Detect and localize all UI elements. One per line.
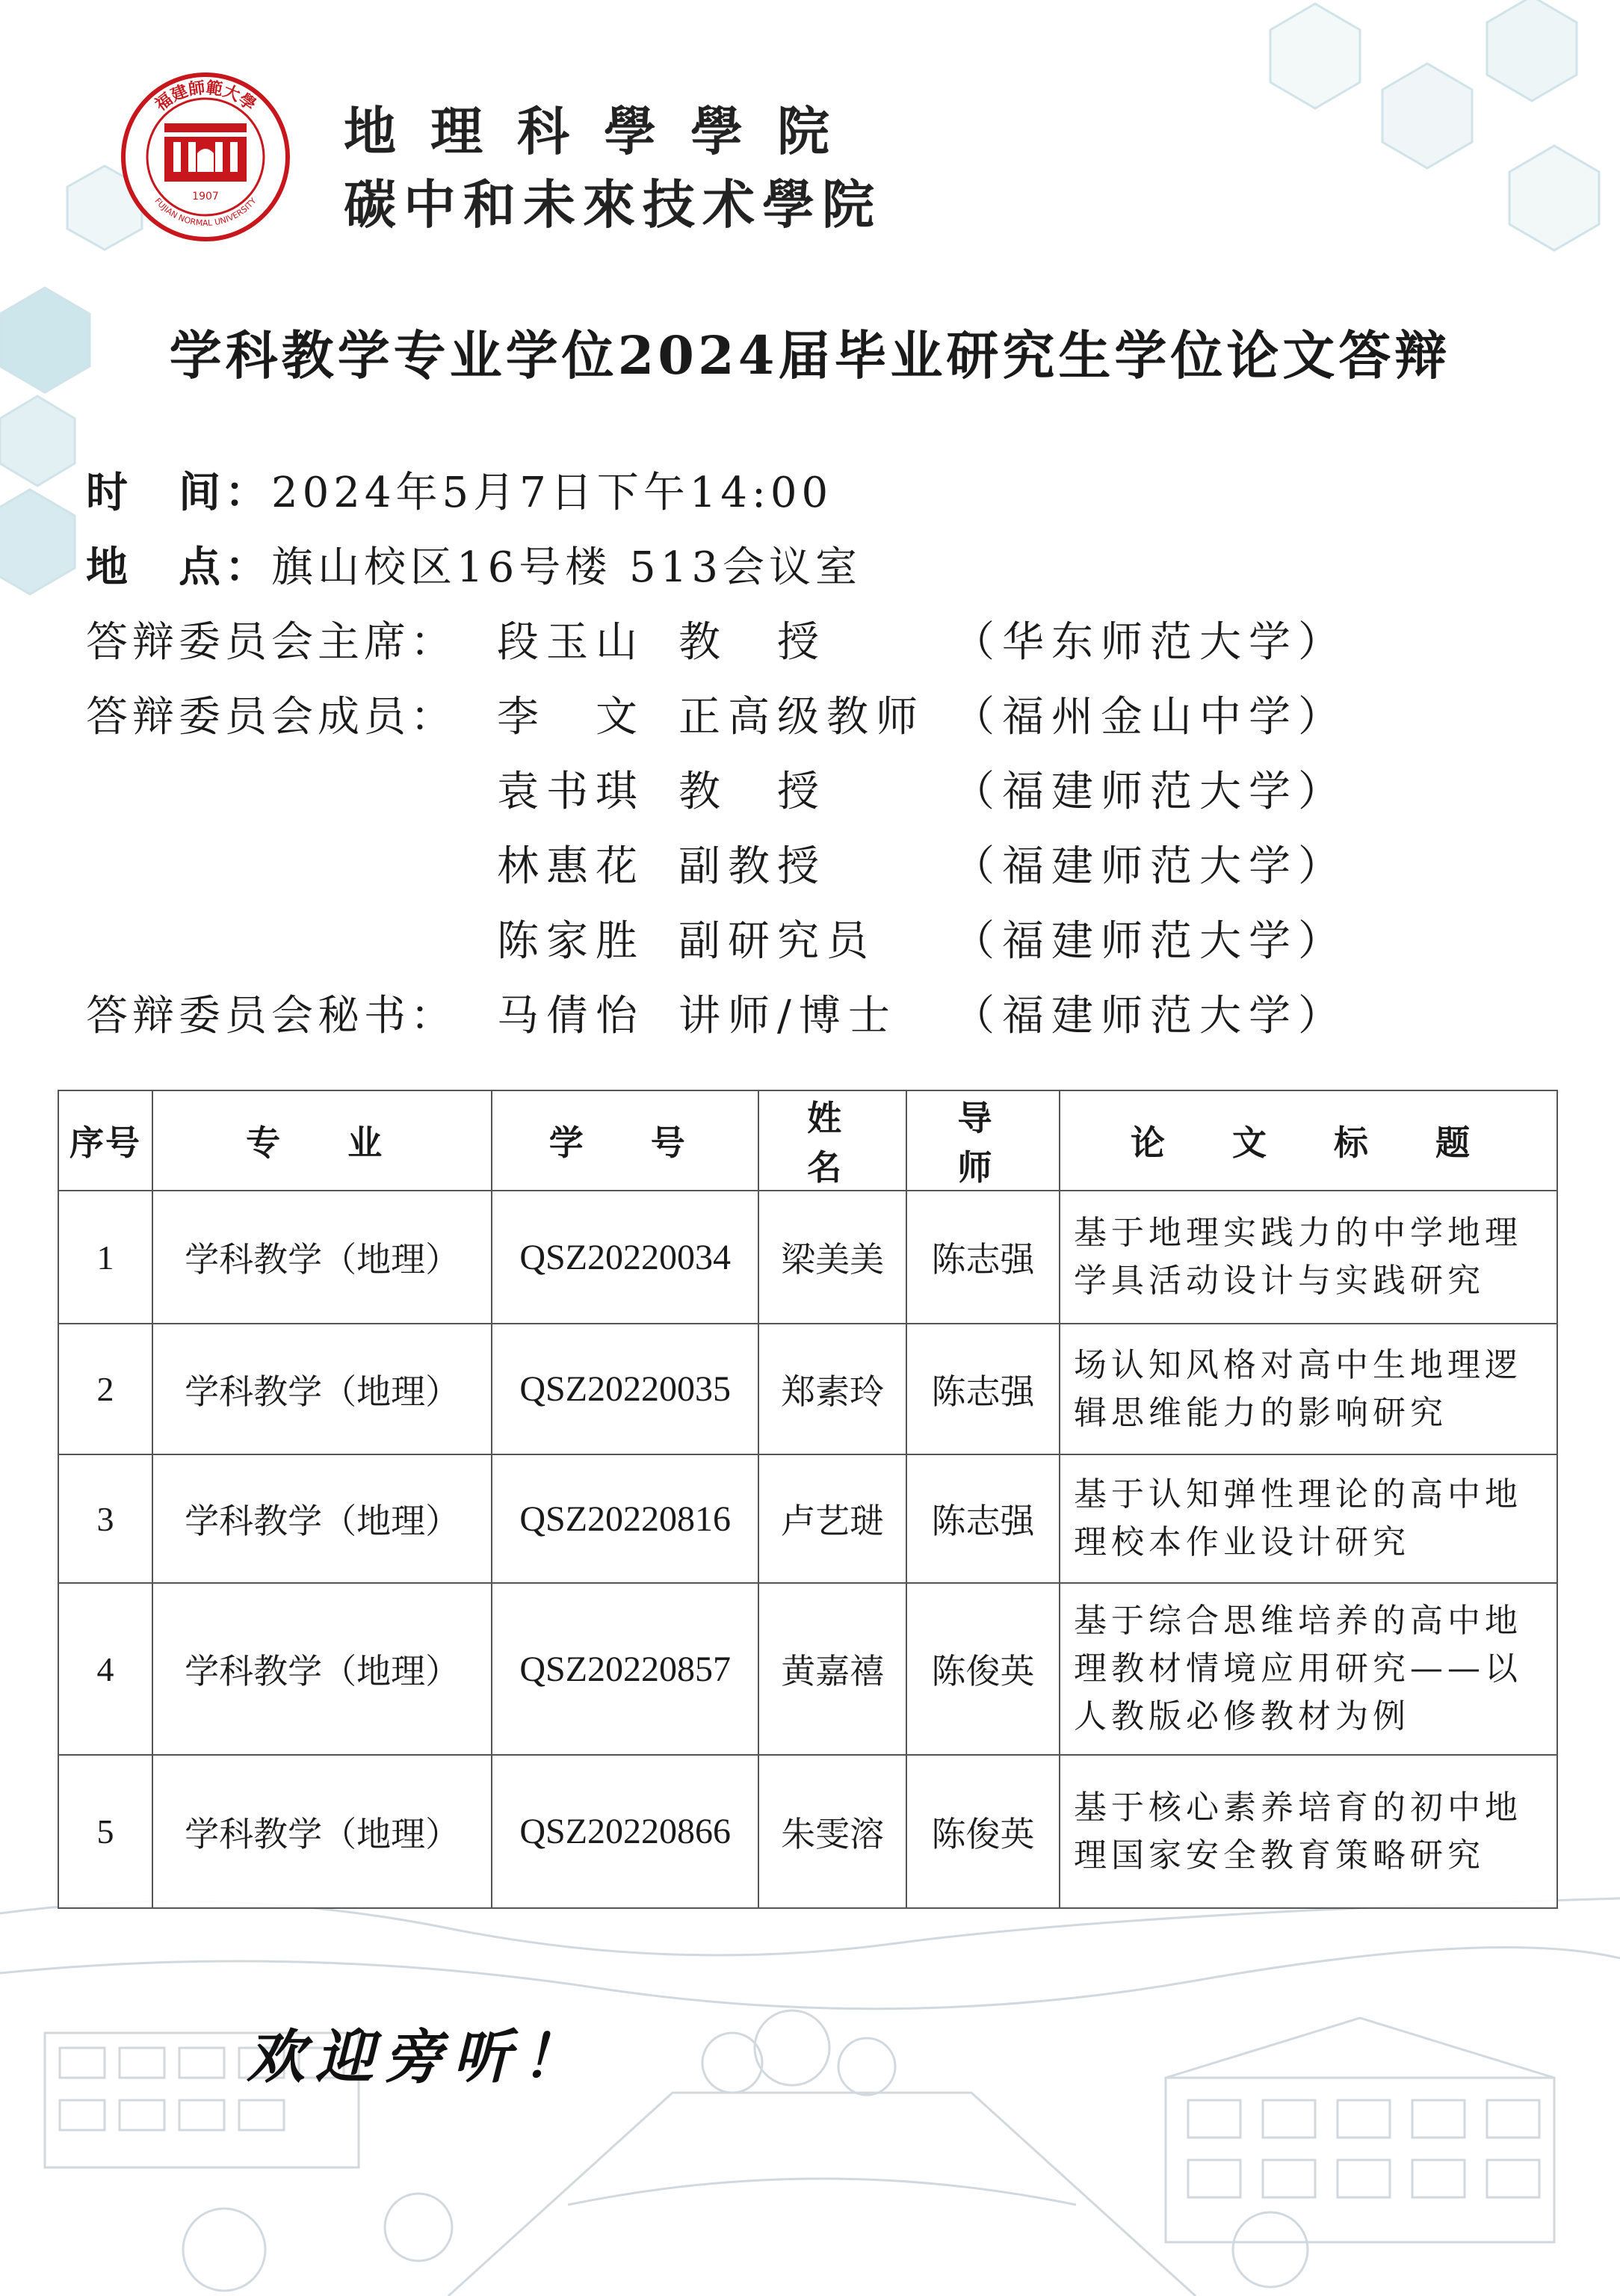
table-row <box>58 1191 1557 1324</box>
header-advisor: 导 师 <box>906 1090 1060 1191</box>
chair-name: 段玉山 <box>497 618 645 667</box>
row-no: 1 <box>58 1191 152 1324</box>
row-no: 3 <box>58 1454 152 1583</box>
row-advisor: 陈志强 <box>906 1191 1060 1324</box>
table-row <box>58 1454 1557 1583</box>
row-name: 朱雯溶 <box>758 1755 906 1908</box>
institute-name-1: 地理科學學院 <box>344 100 864 162</box>
row-no: 2 <box>58 1324 152 1454</box>
row-thesis: 场认知风格对高中生地理逻辑思维能力的影响研究 <box>1060 1324 1557 1454</box>
secretary-title: 讲师/博士 <box>678 992 897 1040</box>
chair-org: （华东师范大学） <box>953 618 1347 667</box>
row-major: 学科教学（地理） <box>152 1755 492 1908</box>
header-no: 序号 <box>58 1090 152 1191</box>
row-thesis: 基于核心素养培育的初中地理国家安全教育策略研究 <box>1060 1755 1557 1908</box>
row-major: 学科教学（地理） <box>152 1454 492 1583</box>
member-title: 正高级教师 <box>678 693 925 741</box>
time-label: 时 间： <box>86 468 271 517</box>
row-name: 梁美美 <box>758 1191 906 1324</box>
table-row <box>58 1755 1557 1908</box>
member-org: （福建师范大学） <box>953 917 1347 966</box>
members-label: 答辩委员会成员： <box>86 693 457 741</box>
row-student-id: QSZ20220866 <box>492 1755 758 1908</box>
page-title: 学科教学专业学位2024届毕业研究生学位论文答辩 <box>169 324 1451 386</box>
secretary-name: 马倩怡 <box>497 992 645 1040</box>
member-name: 陈家胜 <box>497 917 645 966</box>
header-thesis-title: 论 文 标 题 <box>1060 1090 1557 1191</box>
row-student-id: QSZ20220035 <box>492 1324 758 1454</box>
campus-sketch <box>0 1898 1620 2296</box>
table-header-row <box>58 1090 1557 1191</box>
seal-text-bottom: FUJIAN NORMAL UNIVERSITY <box>152 196 259 229</box>
table-row <box>58 1583 1557 1755</box>
member-org: （福建师范大学） <box>953 842 1347 891</box>
row-advisor: 陈志强 <box>906 1324 1060 1454</box>
member-title: 副研究员 <box>678 917 876 966</box>
row-major: 学科教学（地理） <box>152 1324 492 1454</box>
seal-text-top: 福建師範大學 <box>152 78 259 115</box>
row-no: 5 <box>58 1755 152 1908</box>
defense-schedule-table <box>58 1090 1558 1909</box>
welcome-text: 欢迎旁听！ <box>247 2023 591 2091</box>
row-student-id: QSZ20220857 <box>492 1583 758 1755</box>
row-major: 学科教学（地理） <box>152 1191 492 1324</box>
row-advisor: 陈志强 <box>906 1454 1060 1583</box>
secretary-label: 答辩委员会秘书： <box>86 992 457 1040</box>
table-row <box>58 1324 1557 1454</box>
row-thesis: 基于综合思维培养的高中地理教材情境应用研究——以人教版必修教材为例 <box>1060 1583 1557 1755</box>
row-thesis: 基于地理实践力的中学地理学具活动设计与实践研究 <box>1060 1191 1557 1324</box>
member-title: 副教授 <box>678 842 826 891</box>
chair-title: 教 授 <box>678 618 826 667</box>
time-value: 2024年5月7日下午14:00 <box>271 469 833 517</box>
header-major: 专 业 <box>152 1090 492 1191</box>
header-student-id: 学 号 <box>492 1090 758 1191</box>
row-name: 黄嘉禧 <box>758 1583 906 1755</box>
place-label: 地 点： <box>86 543 271 592</box>
row-advisor: 陈俊英 <box>906 1755 1060 1908</box>
member-org: （福建师范大学） <box>953 768 1347 816</box>
row-major: 学科教学（地理） <box>152 1583 492 1755</box>
header-name: 姓 名 <box>758 1090 906 1191</box>
row-student-id: QSZ20220034 <box>492 1191 758 1324</box>
member-name: 林惠花 <box>497 842 645 891</box>
place-row <box>86 534 862 594</box>
seal-year: 1907 <box>192 191 219 203</box>
time-row <box>86 460 832 519</box>
row-no: 4 <box>58 1583 152 1755</box>
row-thesis: 基于认知弹性理论的高中地理校本作业设计研究 <box>1060 1454 1557 1583</box>
institute-name-2: 碳中和未來技术學院 <box>344 173 882 235</box>
member-title: 教 授 <box>678 768 826 816</box>
member-name: 李 文 <box>497 693 645 741</box>
row-student-id: QSZ20220816 <box>492 1454 758 1583</box>
row-name: 卢艺琎 <box>758 1454 906 1583</box>
row-advisor: 陈俊英 <box>906 1583 1060 1755</box>
member-org: （福州金山中学） <box>953 693 1347 741</box>
chair-label: 答辩委员会主席： <box>86 618 457 667</box>
row-name: 郑素玲 <box>758 1324 906 1454</box>
member-name: 袁书琪 <box>497 768 645 816</box>
secretary-org: （福建师范大学） <box>953 992 1347 1040</box>
place-value: 旗山校区16号楼 513会议室 <box>271 543 862 592</box>
university-seal-logo <box>120 71 291 243</box>
